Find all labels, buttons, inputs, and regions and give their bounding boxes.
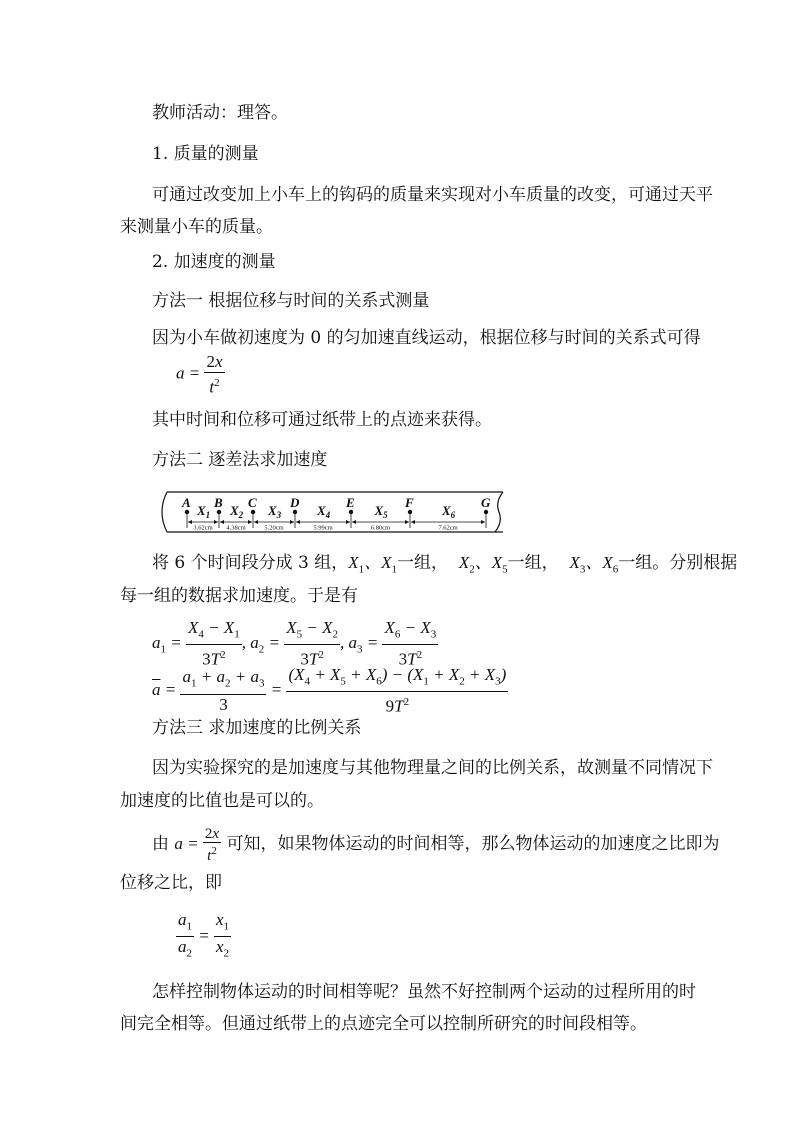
paragraph-time-displacement: 其中时间和位移可通过纸带上的点迹来获得。 <box>152 410 492 430</box>
tape-point-label-E: E <box>346 495 355 510</box>
tape-segment-sub-X2: 2 <box>238 510 244 520</box>
tape-segment-sub-X5: 5 <box>383 510 388 520</box>
tape-segment-label-X6: $X_6$ <box>442 503 456 520</box>
tape-segment-label-X5: $X_5$ <box>374 503 388 520</box>
tape-point-label-F: F <box>405 495 414 510</box>
paragraph-from-formula <box>152 826 719 864</box>
paragraph-ratio-line1: 因为实验探究的是加速度与其他物理量之间的比例关系，故测量不同情况下 <box>152 758 713 778</box>
paragraph-control-time-line2: 间完全相等。但通过纸带上的点迹完全可以控制所研究的时间段相等。 <box>120 1014 647 1034</box>
from-text-rest: 可知，如果物体运动的时间相等，那么物体运动的加速度之比即为 <box>226 833 720 854</box>
heading-acceleration-measurement: 2. 加速度的测量 <box>152 252 276 272</box>
tape-segment-label-X4: $X_4$ <box>317 503 331 520</box>
grouping-text-4: 一组。分别根据 <box>618 553 738 573</box>
heading-method-one: 方法一 根据位移与时间的关系式测量 <box>152 291 430 311</box>
inline-formula-a-2x-t2: a = $\frac{2x}{t^2}$ <box>174 826 220 864</box>
tape-point-label-C: C <box>248 495 257 510</box>
tape-segment-sub-X3: 3 <box>276 510 282 520</box>
paragraph-teacher-activity: 教师活动：理答。 <box>152 103 288 123</box>
tape-segment-label-X3: $X_3$ <box>268 503 282 520</box>
tape-segment-distance-X5: 6.80cm <box>370 524 391 532</box>
tape-point-label-G: G <box>481 495 491 510</box>
heading-method-two: 方法二 逐差法求加速度 <box>152 450 328 470</box>
formula-a-equals-2x-over-t2: a = $\frac{2x}{t^2}$ <box>176 352 223 397</box>
tape-segment-distance-X3: 5.20cm <box>264 524 284 532</box>
paragraph-control-time-line1: 怎样控制物体运动的时间相等呢？虽然不好控制两个运动的过程所用的时 <box>152 982 696 1002</box>
from-text: 由 <box>152 833 169 854</box>
tape-segment-sub-X6: 6 <box>450 510 456 520</box>
tape-segment-label-X2: $X_2$ <box>230 503 244 520</box>
paragraph-ratio-line2: 加速度的比值也是可以的。 <box>120 791 324 811</box>
tape-point-label-A: A <box>182 495 191 510</box>
group3-vars: $X_3$、$X_6$ <box>569 553 619 576</box>
paragraph-method-one: 因为小车做初速度为 0 的匀加速直线运动，根据位移与时间的关系式可得 <box>152 328 701 348</box>
paragraph-grouping-line1 <box>152 551 737 581</box>
tape-segment-distance-X1: 3.62cm <box>193 524 213 532</box>
tape-point-label-D: D <box>290 495 300 510</box>
tape-segment-label-X1: $X_1$ <box>197 503 211 520</box>
formula-acceleration-ratio: $\frac{a_1}{a_2}$ = $\frac{x_1}{x_2}$ <box>178 910 230 960</box>
grouping-text-3: 一组， <box>507 553 559 573</box>
paragraph-mass-line1: 可通过改变加上小车上的钩码的质量来实现对小车质量的改变，可通过天平 <box>152 185 713 205</box>
heading-method-three: 方法三 求加速度的比例关系 <box>152 718 362 738</box>
formula-a1-a2-a3: $a_1$ = $\frac{X_4 - X_1}{3T^2}$ , $a_2$ = $\frac{X_5 - X_2}{3T^2}$ , $a_3$ = $\frac{X_6 - X_3}{3T^2}$ <box>152 618 437 670</box>
paper-tape-diagram <box>155 488 505 538</box>
tape-segment-sub-X4: 4 <box>325 510 331 520</box>
group1-vars: $X_1$、$X_1$ <box>348 553 398 576</box>
tape-segment-sub-X1: 1 <box>205 510 211 520</box>
tape-point-label-B: B <box>214 495 223 510</box>
grouping-text-1: 将 6 个时间段分成 3 组， <box>152 553 349 573</box>
tape-segment-distance-X4: 5.99cm <box>313 524 333 532</box>
tape-segment-distance-X6: 7.62cm <box>438 524 458 532</box>
paragraph-displacement-ratio: 位移之比，即 <box>120 873 222 893</box>
tape-segment-distance-X2: 4.38cm <box>226 524 246 532</box>
paragraph-mass-line2: 来测量小车的质量。 <box>120 217 273 237</box>
group2-vars: $X_2$、$X_5$ <box>458 553 508 576</box>
formula-average-acceleration: $\overline{a}$ = $\frac{a_1 + a_2 + a_3}{3}$ = $\frac{(X_4 + X_5 + X_6) - (X_1 + X_2 + X_3)}{9T^2}$ <box>152 665 507 717</box>
paragraph-grouping-line2: 每一组的数据求加速度。于是有 <box>120 586 358 606</box>
grouping-text-2: 一组， <box>397 553 449 573</box>
heading-mass-measurement: 1. 质量的测量 <box>152 144 259 164</box>
